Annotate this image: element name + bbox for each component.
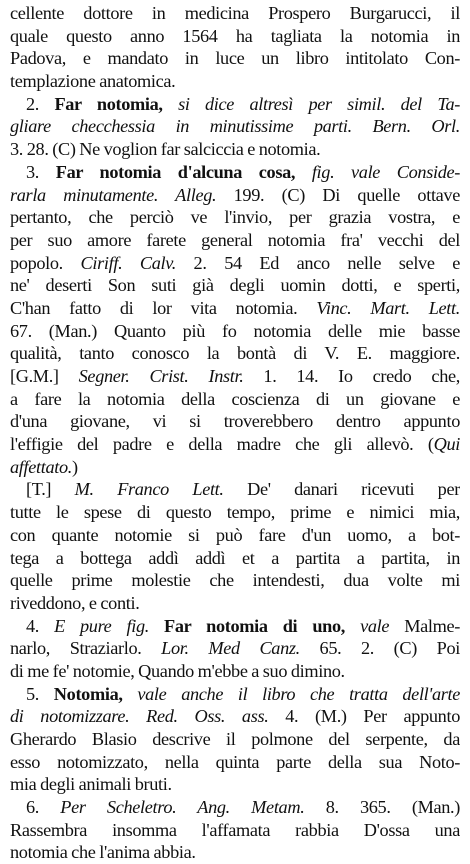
text-line [10, 93, 460, 116]
text-run: Gherardo Blasio descrive il polmone del serpente, da [10, 729, 460, 749]
text-line [10, 705, 460, 728]
text-line [10, 320, 460, 343]
italic-text: si dice altresì per simil. del Ta- [162, 93, 460, 114]
italic-text: Segner. Crist. Instr. [78, 366, 244, 386]
text-run: per suo amore farete general notomia fra' vecchi del [10, 229, 460, 250]
text-run: 8. 365. (Man.) [304, 797, 460, 818]
italic-text: affettato. [10, 456, 73, 477]
text-line [10, 161, 460, 184]
text-run: riveddono, e conti. [10, 592, 140, 613]
text-run: 67. (Man.) Quanto più fo notomia delle mie basse [10, 320, 460, 341]
text-run: pertanto, che perciò ve l'invio, per grazia vostra, e [10, 207, 460, 228]
dictionary-entry-text [10, 2, 460, 864]
italic-text: gliare checchessia in minutissime parti. Bern. Orl. [10, 116, 460, 137]
text-run: ) [72, 456, 78, 477]
text-run: 2. 54 Ed anco nelle selve e [175, 252, 460, 273]
text-line [10, 796, 460, 819]
text-run: 6. [26, 797, 61, 818]
text-line [10, 433, 460, 456]
text-run: a fare la notomia della coscienza di un giovane e [10, 388, 460, 409]
text-line [10, 410, 460, 433]
text-line [10, 184, 460, 207]
text-run: Malme- [389, 615, 460, 636]
text-run: templazione anatomica. [10, 71, 176, 92]
text-run: 4. (M.) Per appunto [268, 706, 460, 727]
text-line [10, 252, 460, 275]
text-run: [G.M.] [10, 366, 79, 386]
italic-text: E pure fig. [54, 615, 149, 636]
text-run: tega a bottega addì addì et a partita a partita, in [10, 547, 460, 568]
text-line [10, 569, 460, 592]
italic-text: Qui [433, 434, 460, 455]
text-line [10, 342, 460, 365]
text-line [10, 524, 460, 547]
text-line [10, 229, 460, 252]
text-run: 1. 14. Io credo che, [243, 366, 460, 386]
text-run: quale questo anno 1564 ha tagliata la notomia in [10, 25, 460, 46]
text-line [10, 115, 460, 138]
text-line [10, 388, 460, 411]
text-run: quelle prime molestie che intendesti, dua volte mi [10, 570, 460, 591]
text-run: C'han fatto di lor vita notomia. [10, 297, 317, 318]
text-run: popolo. [10, 252, 81, 273]
text-line [10, 547, 460, 570]
text-line [10, 2, 460, 25]
italic-text: vale [345, 615, 390, 636]
text-line [10, 683, 460, 706]
text-run: 65. 2. (C) Poi [299, 638, 460, 659]
italic-text: rarla minutamente. Alleg. [10, 184, 217, 205]
text-run: ne' deserti Son suti già degli uomin dotti, e sperti, [10, 275, 460, 296]
text-run: con quante notomie si può fare d'un uomo, a bot- [10, 524, 460, 545]
text-run: 5. [26, 683, 54, 704]
text-line [10, 615, 460, 638]
text-run: cellente dottore in medicina Prospero Burgarucci, il [10, 3, 460, 23]
text-line [10, 728, 460, 751]
headword: Far notomia, [54, 93, 163, 114]
text-line [10, 819, 460, 842]
text-run: narlo, Straziarlo. [10, 638, 162, 659]
text-run: notomia che l'anima abbia. [10, 842, 196, 863]
text-line [10, 70, 460, 93]
text-run: 3. 28. (C) Ne voglion far salciccia e notomia. [10, 139, 321, 160]
text-line [10, 365, 460, 388]
text-run: 2. [26, 93, 55, 114]
headword: Far notomia d'alcuna cosa, [55, 161, 296, 182]
text-line [10, 206, 460, 229]
text-run: mia degli animali bruti. [10, 774, 172, 795]
text-line [10, 478, 460, 501]
text-line [10, 297, 460, 320]
text-run: di me fe' notomie, Quando m'ebbe a suo dimino. [10, 660, 345, 681]
text-run: De' danari ricevuti per [223, 479, 460, 500]
text-line [10, 47, 460, 70]
text-run: esso notomizzato, nella quinta parte della sua Noto- [10, 751, 460, 772]
text-line [10, 25, 460, 48]
italic-text: Per Scheletro. Ang. Metam. [60, 797, 305, 818]
text-run: 4. [26, 615, 55, 636]
text-run: [T.] [26, 479, 75, 500]
text-line [10, 456, 460, 479]
text-line [10, 660, 460, 683]
text-line [10, 138, 460, 161]
italic-text: di notomizzare. Red. Oss. ass. [10, 706, 269, 727]
italic-text: vale anche il libro che tratta dell'arte [122, 683, 460, 704]
text-run: 199. (C) Di quelle ottave [216, 184, 460, 205]
italic-text: fig. vale Conside- [295, 161, 460, 182]
text-line [10, 274, 460, 297]
text-line [10, 637, 460, 660]
italic-text: Ciriff. Calv. [80, 252, 176, 273]
text-line [10, 592, 460, 615]
text-line [10, 501, 460, 524]
text-line [10, 773, 460, 796]
text-run: d'una giovane, vi si troverebbero dentro appunto [10, 411, 460, 432]
text-run: 3. [26, 161, 56, 182]
headword: Notomia, [53, 683, 123, 704]
text-run: Padova, e mandato in luce un libro intitolato Con- [10, 48, 460, 69]
text-run: qualità, tanto conosco la bontà di V. E. maggiore. [10, 343, 460, 364]
text-line [10, 751, 460, 774]
italic-text: Lor. Med Canz. [161, 638, 300, 659]
text-run: l'effigie del padre e della madre che gli allevò. ( [10, 434, 434, 455]
text-run: Rassembra insomma l'affamata rabbia D'ossa una [10, 819, 460, 840]
text-run: tutte le spese di questo tempo, prime e nimici mia, [10, 502, 460, 523]
italic-text: Vinc. Mart. Lett. [316, 297, 460, 318]
headword: Far notomia di uno, [148, 615, 346, 636]
italic-text: M. Franco Lett. [74, 479, 224, 500]
text-line [10, 841, 460, 864]
